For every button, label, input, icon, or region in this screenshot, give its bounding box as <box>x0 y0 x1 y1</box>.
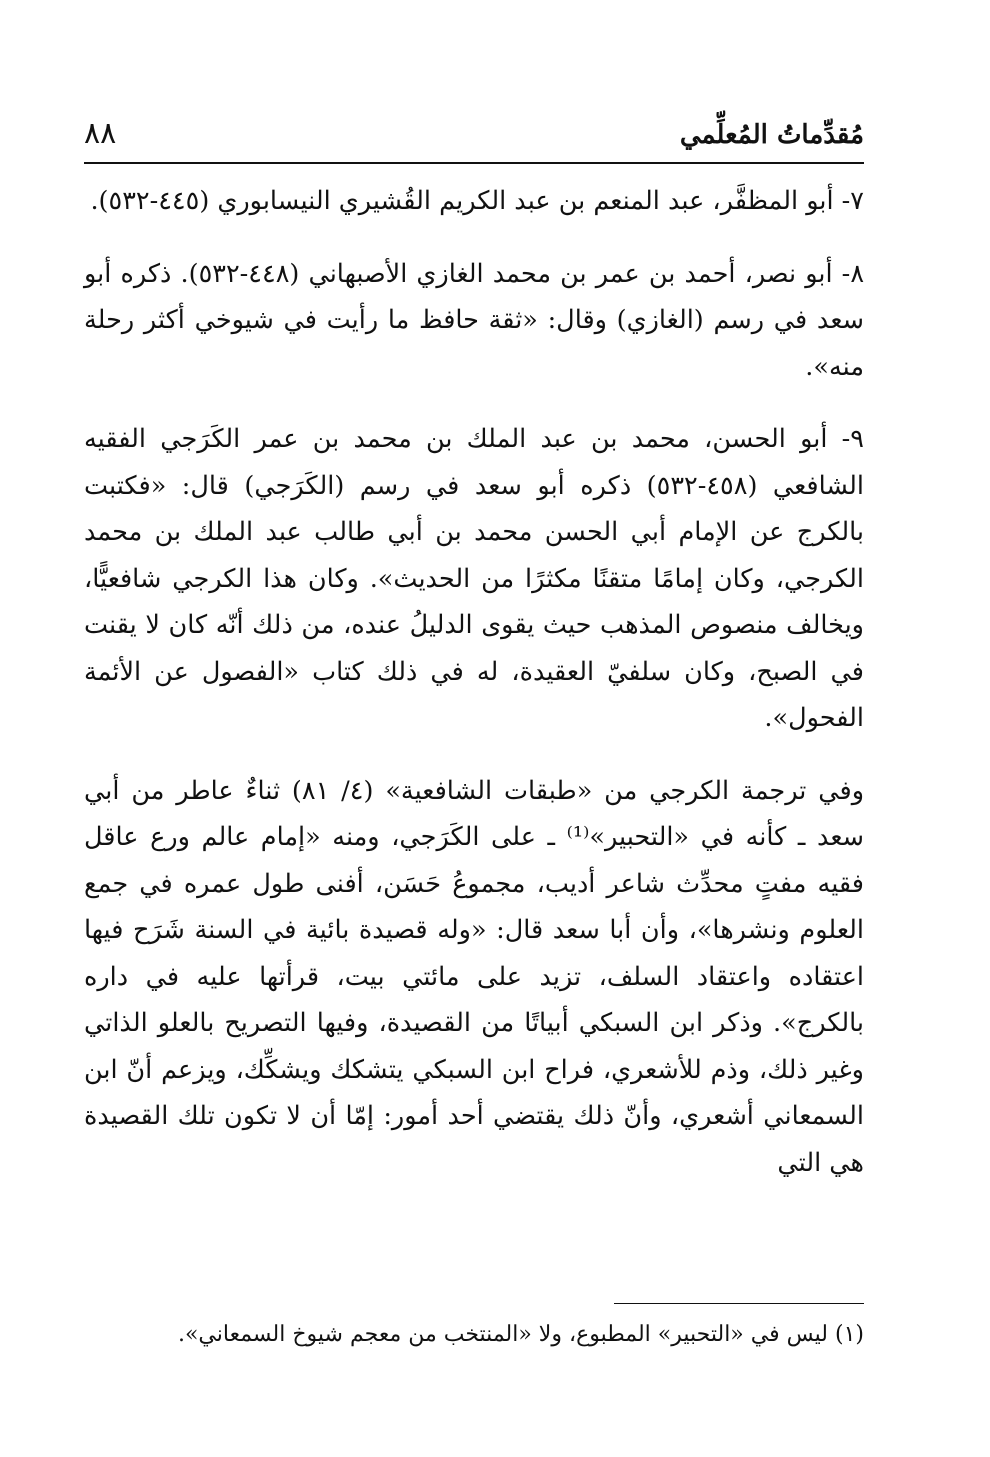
footnote: (١) ليس في «التحبير» المطبوع، ولا «المنتخب من معجم شيوخ السمعاني». <box>177 1322 864 1347</box>
paragraph-7: ٧- أبو المظفَّر، عبد المنعم بن عبد الكريم القُشيري النيسابوري (٤٤٥-٥٣٢). <box>90 186 864 216</box>
page-body <box>84 178 864 1212</box>
page-header <box>84 112 864 164</box>
running-title: مُقدِّماتُ المُعلِّمي <box>679 120 864 150</box>
paragraph-8: ٨- أبو نصر، أحمد بن عمر بن محمد الغازي الأصبهاني (٤٤٨-٥٣٢). ذكره أبو سعد في رسم (الغازي) وقال: «ثقة حافظ ما رأيت في شيوخي أكثر رحلة منه». <box>84 258 865 382</box>
footnote-separator <box>614 1303 864 1304</box>
page-number: ٨٨ <box>84 116 117 151</box>
paragraph-karaji-tabaqat: وفي ترجمة الكرجي من «طبقات الشافعية» (٤/ ٨١) ثناءٌ عاطر من أبي سعد ـ كأنه في «التحبير»⁽¹⁾ ـ على الكَرَجي، ومنه «إمام عالم ورع عاقل فقيه مفتٍ محدِّث شاعر أديب، مجموعُ حَسَن، أفنى طول عمره في جمع العلوم ونشرها»، وأن أبا سعد قال: «وله قصيدة بائية في السنة شَرَح فيها اعتقاده واعتقاد السلف، تزيد على مائتي بيت، قرأتها عليه في داره بالكرج». وذكر ابن السبكي أبياتًا من القصيدة، وفيها التصريح بالعلو الذاتي وغير ذلك، وذم للأشعري، فراح ابن السبكي يتشكك ويشكِّك، ويزعم أنّ ابن السمعاني أشعري، وأنّ ذلك يقتضي أحد أمور: إمّا أن لا تكون تلك القصيدة هي التي <box>84 775 865 1178</box>
paragraph-9: ٩- أبو الحسن، محمد بن عبد الملك بن محمد بن عمر الكَرَجي الفقيه الشافعي (٤٥٨-٥٣٢) ذكره أبو سعد في رسم (الكَرَجي) قال: «فكتبت بالكرج عن الإمام أبي الحسن محمد بن أبي طالب عبد الملك بن محمد الكرجي، وكان إمامًا متقنًا مكثرًا من الحديث». وكان هذا الكرجي شافعيًّا، ويخالف منصوص المذهب حيث يقوى الدليلُ عنده، من ذلك أنّه كان لا يقنت في الصبح، وكان سلفيّ العقيدة، له في ذلك كتاب «الفصول عن الأئمة الفحول». <box>84 424 864 733</box>
